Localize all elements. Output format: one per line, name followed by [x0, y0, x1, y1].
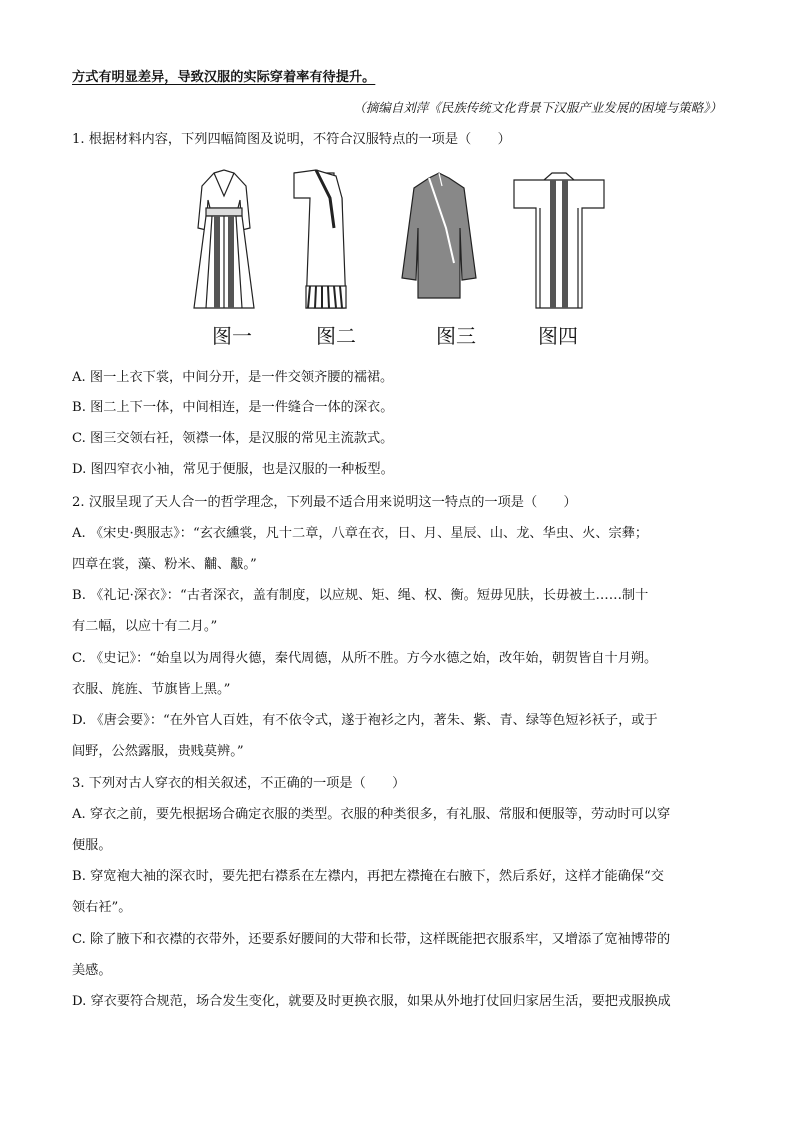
figure-1-caption: 图一 — [212, 324, 252, 348]
q3-option-b-line-2: 领右衽”。 — [72, 900, 132, 915]
q1-option-d: D. 图四窄衣小袖，常见于便服，也是汉服的一种板型。 — [72, 462, 394, 477]
q2-option-d-line-1: D. 《唐会要》：“在外官人百姓，有不依令式，遂于袍衫之内，著朱、紫、青、绿等色短衫袄子，或于 — [72, 713, 658, 728]
q3-option-d-line-1: D. 穿衣要符合规范，场合发生变化，就要及时更换衣服，如果从外地打仗回归家居生活，要把戎服换成 — [72, 994, 671, 1009]
question-2: 2. 汉服呈现了天人合一的哲学理念，下列最不适合用来说明这一特点的一项是（ ） — [72, 495, 577, 510]
figure-1-drawing — [194, 170, 254, 308]
hanfu-drawings — [184, 168, 614, 318]
q1-option-c: C. 图三交领右衽，领襟一体，是汉服的常见主流款式。 — [72, 431, 394, 446]
q2-option-c-line-2: 衣服、旄旌、节旗皆上黑。” — [72, 682, 231, 697]
q3-option-b-line-1: B. 穿宽袍大袖的深衣时，要先把右襟系在左襟内，再把左襟掩在右腋下，然后系好，这样才能确保“交 — [72, 869, 664, 884]
figure-2-caption: 图二 — [316, 324, 356, 348]
q2-option-d-line-2: 闾野，公然露服，贵贱莫辨。” — [72, 744, 244, 759]
q2-option-b-line-2: 有二幅，以应十有二月。” — [72, 619, 218, 634]
hanfu-figure — [184, 168, 614, 353]
passage-last-line: 方式有明显差异，导致汉服的实际穿着率有待提升。 — [72, 70, 376, 85]
q1-option-a: A. 图一上衣下裳，中间分开，是一件交领齐腰的襦裙。 — [72, 370, 394, 385]
q2-option-a-line-1: A. 《宋史·舆服志》：“玄衣纁裳，凡十二章，八章在衣，日、月、星辰、山、龙、华虫、火、宗彝； — [72, 526, 649, 541]
q1-option-b: B. 图二上下一体，中间相连，是一件缝合一体的深衣。 — [72, 400, 394, 415]
q2-option-a-line-2: 四章在裳，藻、粉米、黼、黻。” — [72, 557, 257, 572]
q3-option-a-line-2: 便服。 — [72, 838, 112, 853]
q3-option-c-line-1: C. 除了腋下和衣襟的衣带外，还要系好腰间的大带和长带，这样既能把衣服系牢，又增添了宽袖博带的 — [72, 932, 671, 947]
question-1: 1. 根据材料内容，下列四幅简图及说明，不符合汉服特点的一项是（ ） — [72, 132, 511, 147]
q2-option-c-line-1: C. 《史记》：“始皇以为周得火德，秦代周德，从所不胜。方今水德之始，改年始，朝贺皆自十月朔。 — [72, 651, 658, 666]
figure-3-caption: 图三 — [436, 324, 476, 348]
figure-4-caption: 图四 — [538, 324, 578, 348]
question-3: 3. 下列对古人穿衣的相关叙述，不正确的一项是（ ） — [72, 776, 406, 791]
source-citation: （摘编自刘萍《民族传统文化背景下汉服产业发展的困境与策略》） — [353, 100, 722, 115]
q3-option-c-line-2: 美感。 — [72, 963, 112, 978]
figure-4-drawing — [514, 173, 604, 308]
q2-option-b-line-1: B. 《礼记·深衣》：“古者深衣，盖有制度，以应规、矩、绳、权、衡。短毋见肤，长毋被土……制十 — [72, 588, 649, 603]
q3-option-a-line-1: A. 穿衣之前，要先根据场合确定衣服的类型。衣服的种类很多，有礼服、常服和便服等，劳动时可以穿 — [72, 807, 671, 822]
figure-2-drawing — [294, 170, 346, 308]
figure-3-drawing — [402, 173, 476, 298]
